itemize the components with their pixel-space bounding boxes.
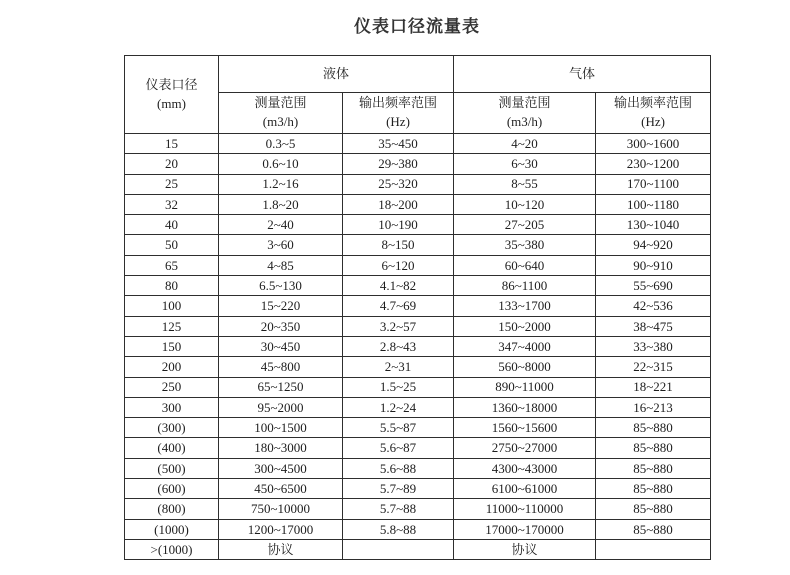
cell-diameter: 50 [125,235,219,255]
header-group-liquid: 液体 [219,56,454,93]
table-row [125,458,711,478]
cell-liquid-measure: 450~6500 [219,479,343,499]
cell-liquid-measure: 2~40 [219,215,343,235]
cell-gas-freq: 85~880 [596,479,711,499]
table-row [125,194,711,214]
cell-liquid-freq: 5.6~88 [343,458,454,478]
cell-gas-freq: 16~213 [596,397,711,417]
cell-gas-freq: 18~221 [596,377,711,397]
cell-diameter: 250 [125,377,219,397]
cell-gas-freq [596,539,711,559]
cell-liquid-measure: 0.6~10 [219,154,343,174]
cell-gas-measure: 60~640 [454,255,596,275]
cell-gas-measure: 35~380 [454,235,596,255]
cell-liquid-freq: 2~31 [343,357,454,377]
cell-gas-measure: 4~20 [454,134,596,154]
cell-gas-freq: 85~880 [596,519,711,539]
flow-rate-table [124,55,711,560]
table-row [125,519,711,539]
cell-liquid-measure: 1.2~16 [219,174,343,194]
cell-gas-freq: 300~1600 [596,134,711,154]
table-header [125,56,711,134]
cell-diameter: (400) [125,438,219,458]
cell-liquid-freq: 4.1~82 [343,276,454,296]
table-row [125,296,711,316]
cell-liquid-freq: 8~150 [343,235,454,255]
cell-gas-measure: 1560~15600 [454,418,596,438]
table-row [125,438,711,458]
cell-liquid-freq: 5.7~89 [343,479,454,499]
header-liquid-measure [219,93,343,134]
cell-gas-freq: 94~920 [596,235,711,255]
cell-liquid-measure: 180~3000 [219,438,343,458]
cell-gas-measure: 560~8000 [454,357,596,377]
cell-liquid-freq: 5.7~88 [343,499,454,519]
cell-gas-freq: 100~1180 [596,194,711,214]
header-gas-freq-unit: (Hz) [641,114,665,129]
cell-liquid-measure: 750~10000 [219,499,343,519]
table-row [125,539,711,559]
cell-gas-freq: 230~1200 [596,154,711,174]
table-row [125,357,711,377]
page-title: 仪表口径流量表 [354,17,480,36]
table-row [125,397,711,417]
cell-liquid-freq: 35~450 [343,134,454,154]
cell-liquid-measure: 6.5~130 [219,276,343,296]
cell-liquid-freq: 25~320 [343,174,454,194]
table-row [125,499,711,519]
cell-gas-freq: 33~380 [596,336,711,356]
table-row [125,418,711,438]
cell-liquid-freq: 1.2~24 [343,397,454,417]
cell-liquid-measure: 95~2000 [219,397,343,417]
table-row [125,255,711,275]
cell-liquid-freq: 2.8~43 [343,336,454,356]
cell-gas-freq: 90~910 [596,255,711,275]
table-row [125,154,711,174]
cell-diameter: 25 [125,174,219,194]
cell-diameter: 125 [125,316,219,336]
cell-gas-measure: 890~11000 [454,377,596,397]
cell-gas-measure: 133~1700 [454,296,596,316]
header-liquid-measure-label: 测量范围 [254,95,307,111]
cell-liquid-measure: 0.3~5 [219,134,343,154]
cell-gas-freq: 170~1100 [596,174,711,194]
cell-gas-measure: 6~30 [454,154,596,174]
cell-gas-freq: 85~880 [596,499,711,519]
cell-gas-measure: 1360~18000 [454,397,596,417]
cell-liquid-measure: 4~85 [219,255,343,275]
cell-diameter: 20 [125,154,219,174]
table-row [125,215,711,235]
table-row [125,316,711,336]
cell-gas-freq: 22~315 [596,357,711,377]
cell-liquid-freq: 1.5~25 [343,377,454,397]
header-gas-measure-unit: (m3/h) [506,114,543,129]
cell-gas-measure: 11000~110000 [454,499,596,519]
cell-gas-freq: 85~880 [596,458,711,478]
cell-gas-measure: 2750~27000 [454,438,596,458]
cell-liquid-freq [343,539,454,559]
header-group-row [125,56,711,93]
cell-diameter: 65 [125,255,219,275]
table-row [125,377,711,397]
header-liquid-freq-label: 输出频率范围 [359,95,438,111]
cell-diameter: 80 [125,276,219,296]
cell-liquid-freq: 6~120 [343,255,454,275]
cell-diameter: (1000) [125,519,219,539]
cell-diameter: 32 [125,194,219,214]
cell-liquid-measure: 15~220 [219,296,343,316]
cell-gas-measure: 150~2000 [454,316,596,336]
cell-gas-measure: 6100~61000 [454,479,596,499]
table-row [125,479,711,499]
cell-gas-measure: 10~120 [454,194,596,214]
cell-liquid-freq: 18~200 [343,194,454,214]
cell-liquid-freq: 3.2~57 [343,316,454,336]
cell-liquid-freq: 4.7~69 [343,296,454,316]
header-gas-measure-label: 测量范围 [498,95,551,111]
cell-diameter: (600) [125,479,219,499]
cell-liquid-freq: 5.8~88 [343,519,454,539]
cell-diameter: 40 [125,215,219,235]
cell-gas-measure: 347~4000 [454,336,596,356]
table-row [125,276,711,296]
cell-diameter: >(1000) [125,539,219,559]
header-liquid-measure-unit: (m3/h) [262,114,299,129]
cell-gas-measure: 27~205 [454,215,596,235]
header-diameter [125,56,219,134]
cell-diameter: 300 [125,397,219,417]
cell-diameter: (800) [125,499,219,519]
cell-gas-freq: 85~880 [596,438,711,458]
cell-liquid-measure: 300~4500 [219,458,343,478]
cell-diameter: (300) [125,418,219,438]
header-liquid-freq [343,93,454,134]
cell-liquid-measure: 3~60 [219,235,343,255]
cell-liquid-measure: 100~1500 [219,418,343,438]
cell-gas-freq: 85~880 [596,418,711,438]
cell-liquid-measure: 20~350 [219,316,343,336]
table-row [125,174,711,194]
cell-diameter: 15 [125,134,219,154]
cell-diameter: 150 [125,336,219,356]
cell-liquid-measure: 30~450 [219,336,343,356]
header-diameter-unit: (mm) [157,95,186,111]
cell-liquid-measure: 1200~17000 [219,519,343,539]
table-row [125,336,711,356]
cell-gas-measure: 4300~43000 [454,458,596,478]
cell-liquid-freq: 29~380 [343,154,454,174]
cell-gas-freq: 55~690 [596,276,711,296]
header-group-gas: 气体 [454,56,711,93]
cell-liquid-freq: 10~190 [343,215,454,235]
cell-gas-measure: 协议 [454,539,596,559]
header-diameter-label: 仪表口径 [145,76,198,92]
cell-liquid-freq: 5.5~87 [343,418,454,438]
header-gas-freq-label: 输出频率范围 [614,95,693,111]
cell-liquid-measure: 协议 [219,539,343,559]
cell-gas-freq: 38~475 [596,316,711,336]
table-row [125,235,711,255]
header-gas-freq [596,93,711,134]
header-liquid-freq-unit: (Hz) [386,114,410,129]
cell-liquid-freq: 5.6~87 [343,438,454,458]
cell-gas-measure: 8~55 [454,174,596,194]
cell-liquid-measure: 1.8~20 [219,194,343,214]
cell-liquid-measure: 65~1250 [219,377,343,397]
cell-diameter: 200 [125,357,219,377]
cell-diameter: 100 [125,296,219,316]
cell-gas-freq: 42~536 [596,296,711,316]
table-row [125,134,711,154]
cell-gas-measure: 17000~170000 [454,519,596,539]
table-body [125,134,711,560]
cell-liquid-measure: 45~800 [219,357,343,377]
cell-gas-freq: 130~1040 [596,215,711,235]
cell-diameter: (500) [125,458,219,478]
header-gas-measure [454,93,596,134]
cell-gas-measure: 86~1100 [454,276,596,296]
